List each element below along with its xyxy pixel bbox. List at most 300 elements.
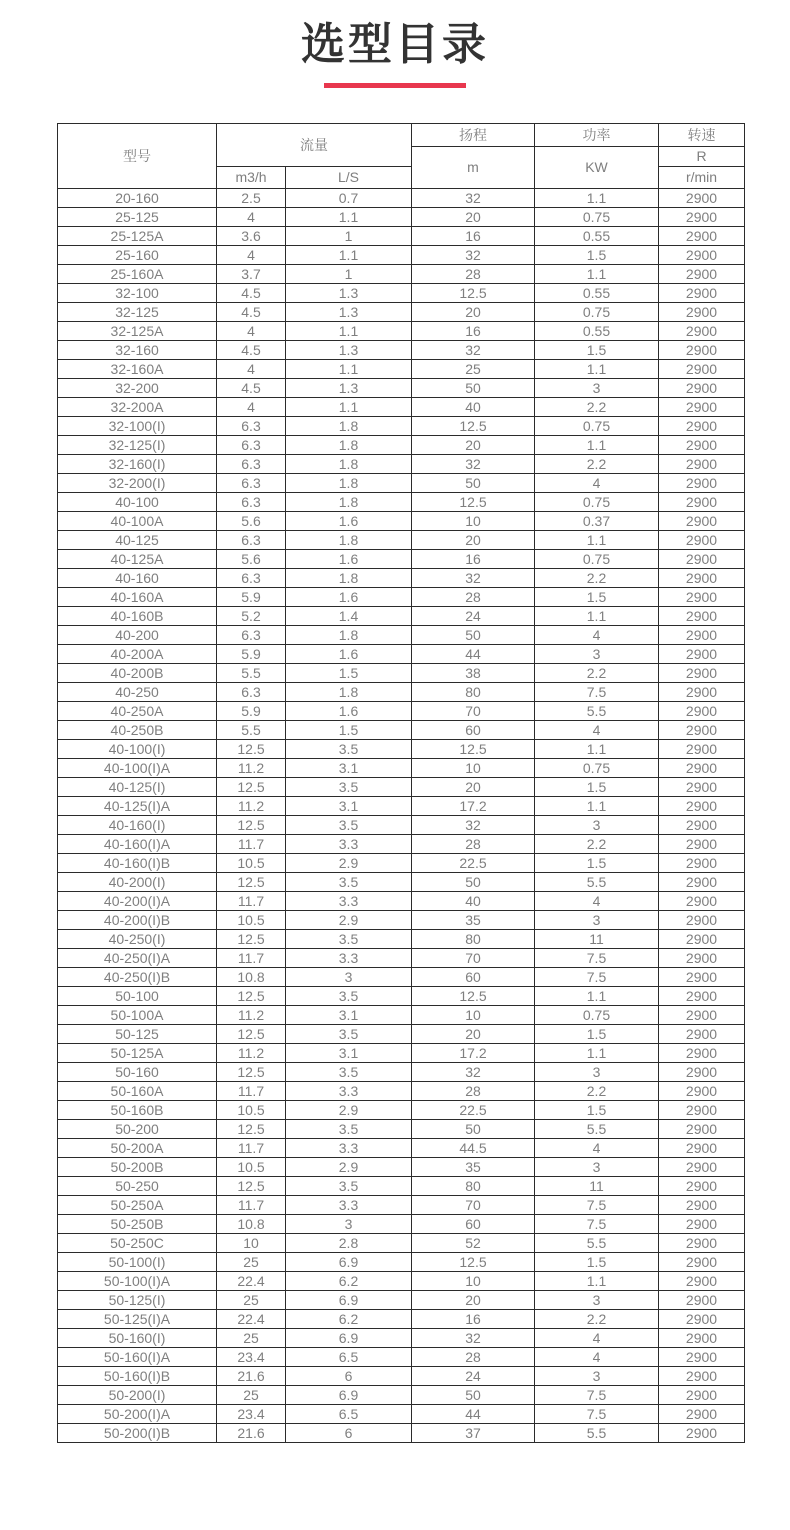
table-cell: 40-100(I)A [58,758,217,777]
table-cell: 11.7 [217,1138,286,1157]
table-cell: 2900 [659,1062,745,1081]
table-row [58,1233,745,1252]
selection-catalog-table [57,123,745,1443]
table-cell: 4.5 [217,302,286,321]
table-cell: 1.5 [286,720,412,739]
table-cell: 10 [412,1271,535,1290]
table-cell: 25 [217,1385,286,1404]
table-cell: 2900 [659,701,745,720]
table-cell: 4 [217,245,286,264]
table-cell: 3.5 [286,1062,412,1081]
table-cell: 22.5 [412,853,535,872]
header-power-unit: KW [535,146,659,188]
table-row [58,1005,745,1024]
table-cell: 0.37 [535,511,659,530]
table-cell: 4 [217,359,286,378]
table-cell: 0.75 [535,416,659,435]
table-cell: 7.5 [535,1385,659,1404]
table-cell: 40-100 [58,492,217,511]
table-cell: 32-100(I) [58,416,217,435]
header-flow: 流量 [217,123,412,166]
table-cell: 11.7 [217,948,286,967]
table-cell: 50-200A [58,1138,217,1157]
table-cell: 32 [412,245,535,264]
table-cell: 50 [412,1119,535,1138]
table-cell: 5.9 [217,644,286,663]
table-cell: 50-160 [58,1062,217,1081]
table-cell: 60 [412,1214,535,1233]
table-cell: 12.5 [217,739,286,758]
table-cell: 60 [412,967,535,986]
table-cell: 2900 [659,815,745,834]
table-cell: 20 [412,207,535,226]
table-row [58,1043,745,1062]
table-cell: 2.2 [535,568,659,587]
header-flow-ls: L/S [286,166,412,188]
table-row [58,245,745,264]
table-row [58,1385,745,1404]
table-row [58,1404,745,1423]
table-cell: 32-125A [58,321,217,340]
table-cell: 40-200A [58,644,217,663]
table-cell: 2.2 [535,1309,659,1328]
table-cell: 40-250 [58,682,217,701]
table-cell: 40 [412,397,535,416]
table-cell: 28 [412,1347,535,1366]
table-cell: 50-200(I)A [58,1404,217,1423]
table-cell: 25-125 [58,207,217,226]
table-cell: 5.5 [535,1119,659,1138]
table-row [58,1062,745,1081]
table-cell: 50-160(I)A [58,1347,217,1366]
table-row [58,853,745,872]
table-cell: 2900 [659,606,745,625]
table-row [58,549,745,568]
table-cell: 0.75 [535,207,659,226]
table-cell: 23.4 [217,1347,286,1366]
table-cell: 4 [535,625,659,644]
header-flow-m3h: m3/h [217,166,286,188]
table-row [58,511,745,530]
table-row [58,1119,745,1138]
table-cell: 3 [535,644,659,663]
table-row [58,872,745,891]
table-cell: 1.8 [286,473,412,492]
table-cell: 4.5 [217,378,286,397]
table-cell: 40-160A [58,587,217,606]
table-cell: 32-200A [58,397,217,416]
table-cell: 50 [412,625,535,644]
table-cell: 2900 [659,1081,745,1100]
table-cell: 28 [412,1081,535,1100]
table-cell: 2900 [659,1214,745,1233]
table-cell: 3.5 [286,986,412,1005]
table-cell: 50-200(I)B [58,1423,217,1442]
table-cell: 22.4 [217,1309,286,1328]
table-cell: 4 [535,473,659,492]
table-cell: 3 [286,967,412,986]
table-cell: 6.3 [217,568,286,587]
table-cell: 2900 [659,378,745,397]
table-cell: 10.5 [217,1157,286,1176]
table-cell: 7.5 [535,1195,659,1214]
table-cell: 6.2 [286,1271,412,1290]
table-cell: 40-250A [58,701,217,720]
table-cell: 0.75 [535,758,659,777]
table-cell: 10.8 [217,967,286,986]
table-cell: 44 [412,644,535,663]
table-cell: 2900 [659,986,745,1005]
table-cell: 12.5 [412,986,535,1005]
table-row [58,207,745,226]
table-row [58,473,745,492]
table-cell: 40-200(I)A [58,891,217,910]
table-cell: 10 [412,758,535,777]
table-cell: 12.5 [412,492,535,511]
table-cell: 5.6 [217,511,286,530]
header-model: 型号 [58,123,217,188]
table-cell: 10.5 [217,853,286,872]
table-cell: 2900 [659,796,745,815]
table-cell: 3.5 [286,872,412,891]
table-cell: 32-160 [58,340,217,359]
table-cell: 1.4 [286,606,412,625]
table-row [58,454,745,473]
header-head: 扬程 [412,123,535,146]
table-cell: 32-125(I) [58,435,217,454]
table-cell: 50-125A [58,1043,217,1062]
table-cell: 3 [535,910,659,929]
table-row [58,910,745,929]
table-cell: 2900 [659,473,745,492]
table-cell: 40-125A [58,549,217,568]
table-cell: 32-200(I) [58,473,217,492]
table-cell: 6.9 [286,1328,412,1347]
table-cell: 6.2 [286,1309,412,1328]
table-cell: 50-125(I)A [58,1309,217,1328]
table-row [58,1157,745,1176]
table-cell: 1.1 [286,359,412,378]
table-cell: 2900 [659,1271,745,1290]
table-cell: 2900 [659,758,745,777]
table-cell: 32-160(I) [58,454,217,473]
table-cell: 10 [412,511,535,530]
table-cell: 6.9 [286,1385,412,1404]
table-cell: 3.5 [286,815,412,834]
table-cell: 50-200(I) [58,1385,217,1404]
table-cell: 5.2 [217,606,286,625]
table-cell: 2900 [659,1100,745,1119]
table-cell: 32 [412,454,535,473]
table-cell: 3.3 [286,1195,412,1214]
table-cell: 2900 [659,663,745,682]
table-cell: 50-160(I) [58,1328,217,1347]
table-cell: 22.4 [217,1271,286,1290]
table-cell: 3.1 [286,1043,412,1062]
table-cell: 40-250(I) [58,929,217,948]
table-cell: 2900 [659,226,745,245]
table-row [58,283,745,302]
table-cell: 1.5 [535,853,659,872]
table-cell: 2900 [659,1119,745,1138]
table-cell: 80 [412,1176,535,1195]
table-cell: 3.5 [286,739,412,758]
table-row [58,587,745,606]
table-cell: 2900 [659,492,745,511]
table-cell: 40-250B [58,720,217,739]
table-cell: 0.75 [535,492,659,511]
table-row [58,1195,745,1214]
table-cell: 3.5 [286,1119,412,1138]
table-cell: 2900 [659,967,745,986]
table-cell: 1 [286,226,412,245]
table-cell: 2900 [659,682,745,701]
table-cell: 1.8 [286,454,412,473]
table-cell: 24 [412,606,535,625]
table-cell: 50-250C [58,1233,217,1252]
table-cell: 6.3 [217,435,286,454]
table-cell: 1.8 [286,492,412,511]
table-cell: 40-100A [58,511,217,530]
table-cell: 22.5 [412,1100,535,1119]
table-cell: 32-100 [58,283,217,302]
table-cell: 2900 [659,1233,745,1252]
table-cell: 1.6 [286,701,412,720]
table-cell: 0.55 [535,226,659,245]
table-cell: 32 [412,815,535,834]
table-cell: 2900 [659,1423,745,1442]
table-cell: 40-200B [58,663,217,682]
table-cell: 40-250(I)B [58,967,217,986]
table-cell: 7.5 [535,967,659,986]
table-cell: 6.3 [217,416,286,435]
table-cell: 1.1 [286,245,412,264]
table-cell: 37 [412,1423,535,1442]
table-cell: 11.2 [217,1043,286,1062]
table-cell: 3.3 [286,1081,412,1100]
table-cell: 40-200 [58,625,217,644]
table-cell: 70 [412,948,535,967]
table-row [58,1081,745,1100]
table-cell: 5.6 [217,549,286,568]
table-cell: 25 [217,1328,286,1347]
table-cell: 2900 [659,283,745,302]
table-cell: 25 [217,1290,286,1309]
table-cell: 50-100(I) [58,1252,217,1271]
table-cell: 40-200(I) [58,872,217,891]
table-cell: 40-100(I) [58,739,217,758]
table-cell: 3 [535,1290,659,1309]
table-row [58,986,745,1005]
table-cell: 6.9 [286,1290,412,1309]
table-cell: 6.3 [217,625,286,644]
table-cell: 12.5 [217,815,286,834]
table-cell: 3 [535,1157,659,1176]
table-row [58,1100,745,1119]
table-cell: 2900 [659,777,745,796]
table-cell: 50 [412,378,535,397]
table-cell: 50-250A [58,1195,217,1214]
table-row [58,397,745,416]
table-cell: 1.1 [535,796,659,815]
table-cell: 32 [412,188,535,207]
table-cell: 3.5 [286,929,412,948]
table-cell: 6 [286,1366,412,1385]
table-cell: 1.3 [286,302,412,321]
table-cell: 24 [412,1366,535,1385]
table-cell: 40 [412,891,535,910]
table-cell: 32-160A [58,359,217,378]
table-cell: 52 [412,1233,535,1252]
table-cell: 2900 [659,1005,745,1024]
table-cell: 50-250B [58,1214,217,1233]
table-row [58,834,745,853]
table-cell: 12.5 [217,1176,286,1195]
table-cell: 2.9 [286,1157,412,1176]
table-cell: 20 [412,530,535,549]
table-cell: 11.7 [217,1081,286,1100]
table-cell: 0.75 [535,1005,659,1024]
table-cell: 50-100A [58,1005,217,1024]
table-cell: 2900 [659,625,745,644]
table-cell: 35 [412,1157,535,1176]
table-row [58,1176,745,1195]
table-cell: 5.5 [535,1233,659,1252]
table-cell: 1.6 [286,644,412,663]
table-cell: 1.1 [535,359,659,378]
table-row [58,568,745,587]
table-cell: 2900 [659,1043,745,1062]
table-cell: 1.8 [286,530,412,549]
table-cell: 40-160 [58,568,217,587]
table-row [58,264,745,283]
table-cell: 70 [412,701,535,720]
table-cell: 3.3 [286,834,412,853]
table-row [58,815,745,834]
table-cell: 5.9 [217,701,286,720]
table-cell: 4 [535,720,659,739]
header-head-unit: m [412,146,535,188]
table-cell: 2900 [659,891,745,910]
table-cell: 1.6 [286,587,412,606]
table-cell: 1.5 [535,1252,659,1271]
table-cell: 1.5 [535,1100,659,1119]
table-cell: 2900 [659,910,745,929]
table-row [58,188,745,207]
table-cell: 2.9 [286,1100,412,1119]
table-cell: 32-125 [58,302,217,321]
table-cell: 4.5 [217,283,286,302]
table-cell: 3 [535,378,659,397]
table-cell: 2900 [659,435,745,454]
table-cell: 1.5 [535,245,659,264]
table-cell: 3.1 [286,1005,412,1024]
table-cell: 1.5 [535,587,659,606]
table-cell: 28 [412,264,535,283]
table-cell: 4 [217,397,286,416]
table-cell: 4 [535,1347,659,1366]
table-cell: 1.3 [286,283,412,302]
page-title: 选型目录 [301,20,489,69]
table-cell: 1.5 [535,777,659,796]
table-cell: 12.5 [217,929,286,948]
table-cell: 2900 [659,397,745,416]
table-cell: 6.3 [217,530,286,549]
table-cell: 50-200 [58,1119,217,1138]
table-cell: 80 [412,682,535,701]
header-power: 功率 [535,123,659,146]
table-cell: 50 [412,473,535,492]
table-cell: 2900 [659,302,745,321]
table-cell: 60 [412,720,535,739]
table-cell: 2900 [659,1328,745,1347]
table-cell: 25 [412,359,535,378]
table-cell: 0.75 [535,302,659,321]
table-cell: 20 [412,302,535,321]
table-row [58,1366,745,1385]
table-cell: 1.1 [535,435,659,454]
table-cell: 50-250 [58,1176,217,1195]
table-cell: 11 [535,929,659,948]
table-cell: 1.3 [286,378,412,397]
table-cell: 16 [412,1309,535,1328]
table-cell: 2900 [659,1138,745,1157]
table-cell: 1.1 [286,397,412,416]
table-cell: 40-200(I)B [58,910,217,929]
table-cell: 1.1 [286,321,412,340]
table-row [58,302,745,321]
table-cell: 11.7 [217,1195,286,1214]
table-cell: 12.5 [217,872,286,891]
table-cell: 5.5 [535,872,659,891]
table-cell: 2900 [659,1404,745,1423]
table-row [58,321,745,340]
table-cell: 12.5 [412,739,535,758]
table-cell: 12.5 [412,1252,535,1271]
table-cell: 3.7 [217,264,286,283]
table-cell: 2900 [659,1290,745,1309]
table-row [58,1024,745,1043]
table-cell: 10 [412,1005,535,1024]
table-cell: 2900 [659,1176,745,1195]
table-cell: 40-125(I)A [58,796,217,815]
table-cell: 3.6 [217,226,286,245]
table-cell: 3.5 [286,777,412,796]
table-cell: 28 [412,587,535,606]
table-cell: 6.5 [286,1404,412,1423]
table-cell: 4 [217,207,286,226]
table-cell: 44.5 [412,1138,535,1157]
table-row [58,644,745,663]
table-cell: 1.1 [535,1043,659,1062]
table-cell: 2900 [659,1309,745,1328]
table-row [58,929,745,948]
table-cell: 2900 [659,834,745,853]
table-cell: 50-125(I) [58,1290,217,1309]
table-row [58,796,745,815]
table-cell: 4.5 [217,340,286,359]
table-cell: 2900 [659,929,745,948]
table-cell: 11.7 [217,891,286,910]
table-cell: 11 [535,1176,659,1195]
table-row [58,1309,745,1328]
table-cell: 1.1 [535,1271,659,1290]
table-cell: 3.5 [286,1176,412,1195]
table-cell: 6.3 [217,492,286,511]
table-row [58,967,745,986]
table-cell: 6.3 [217,473,286,492]
table-row [58,777,745,796]
